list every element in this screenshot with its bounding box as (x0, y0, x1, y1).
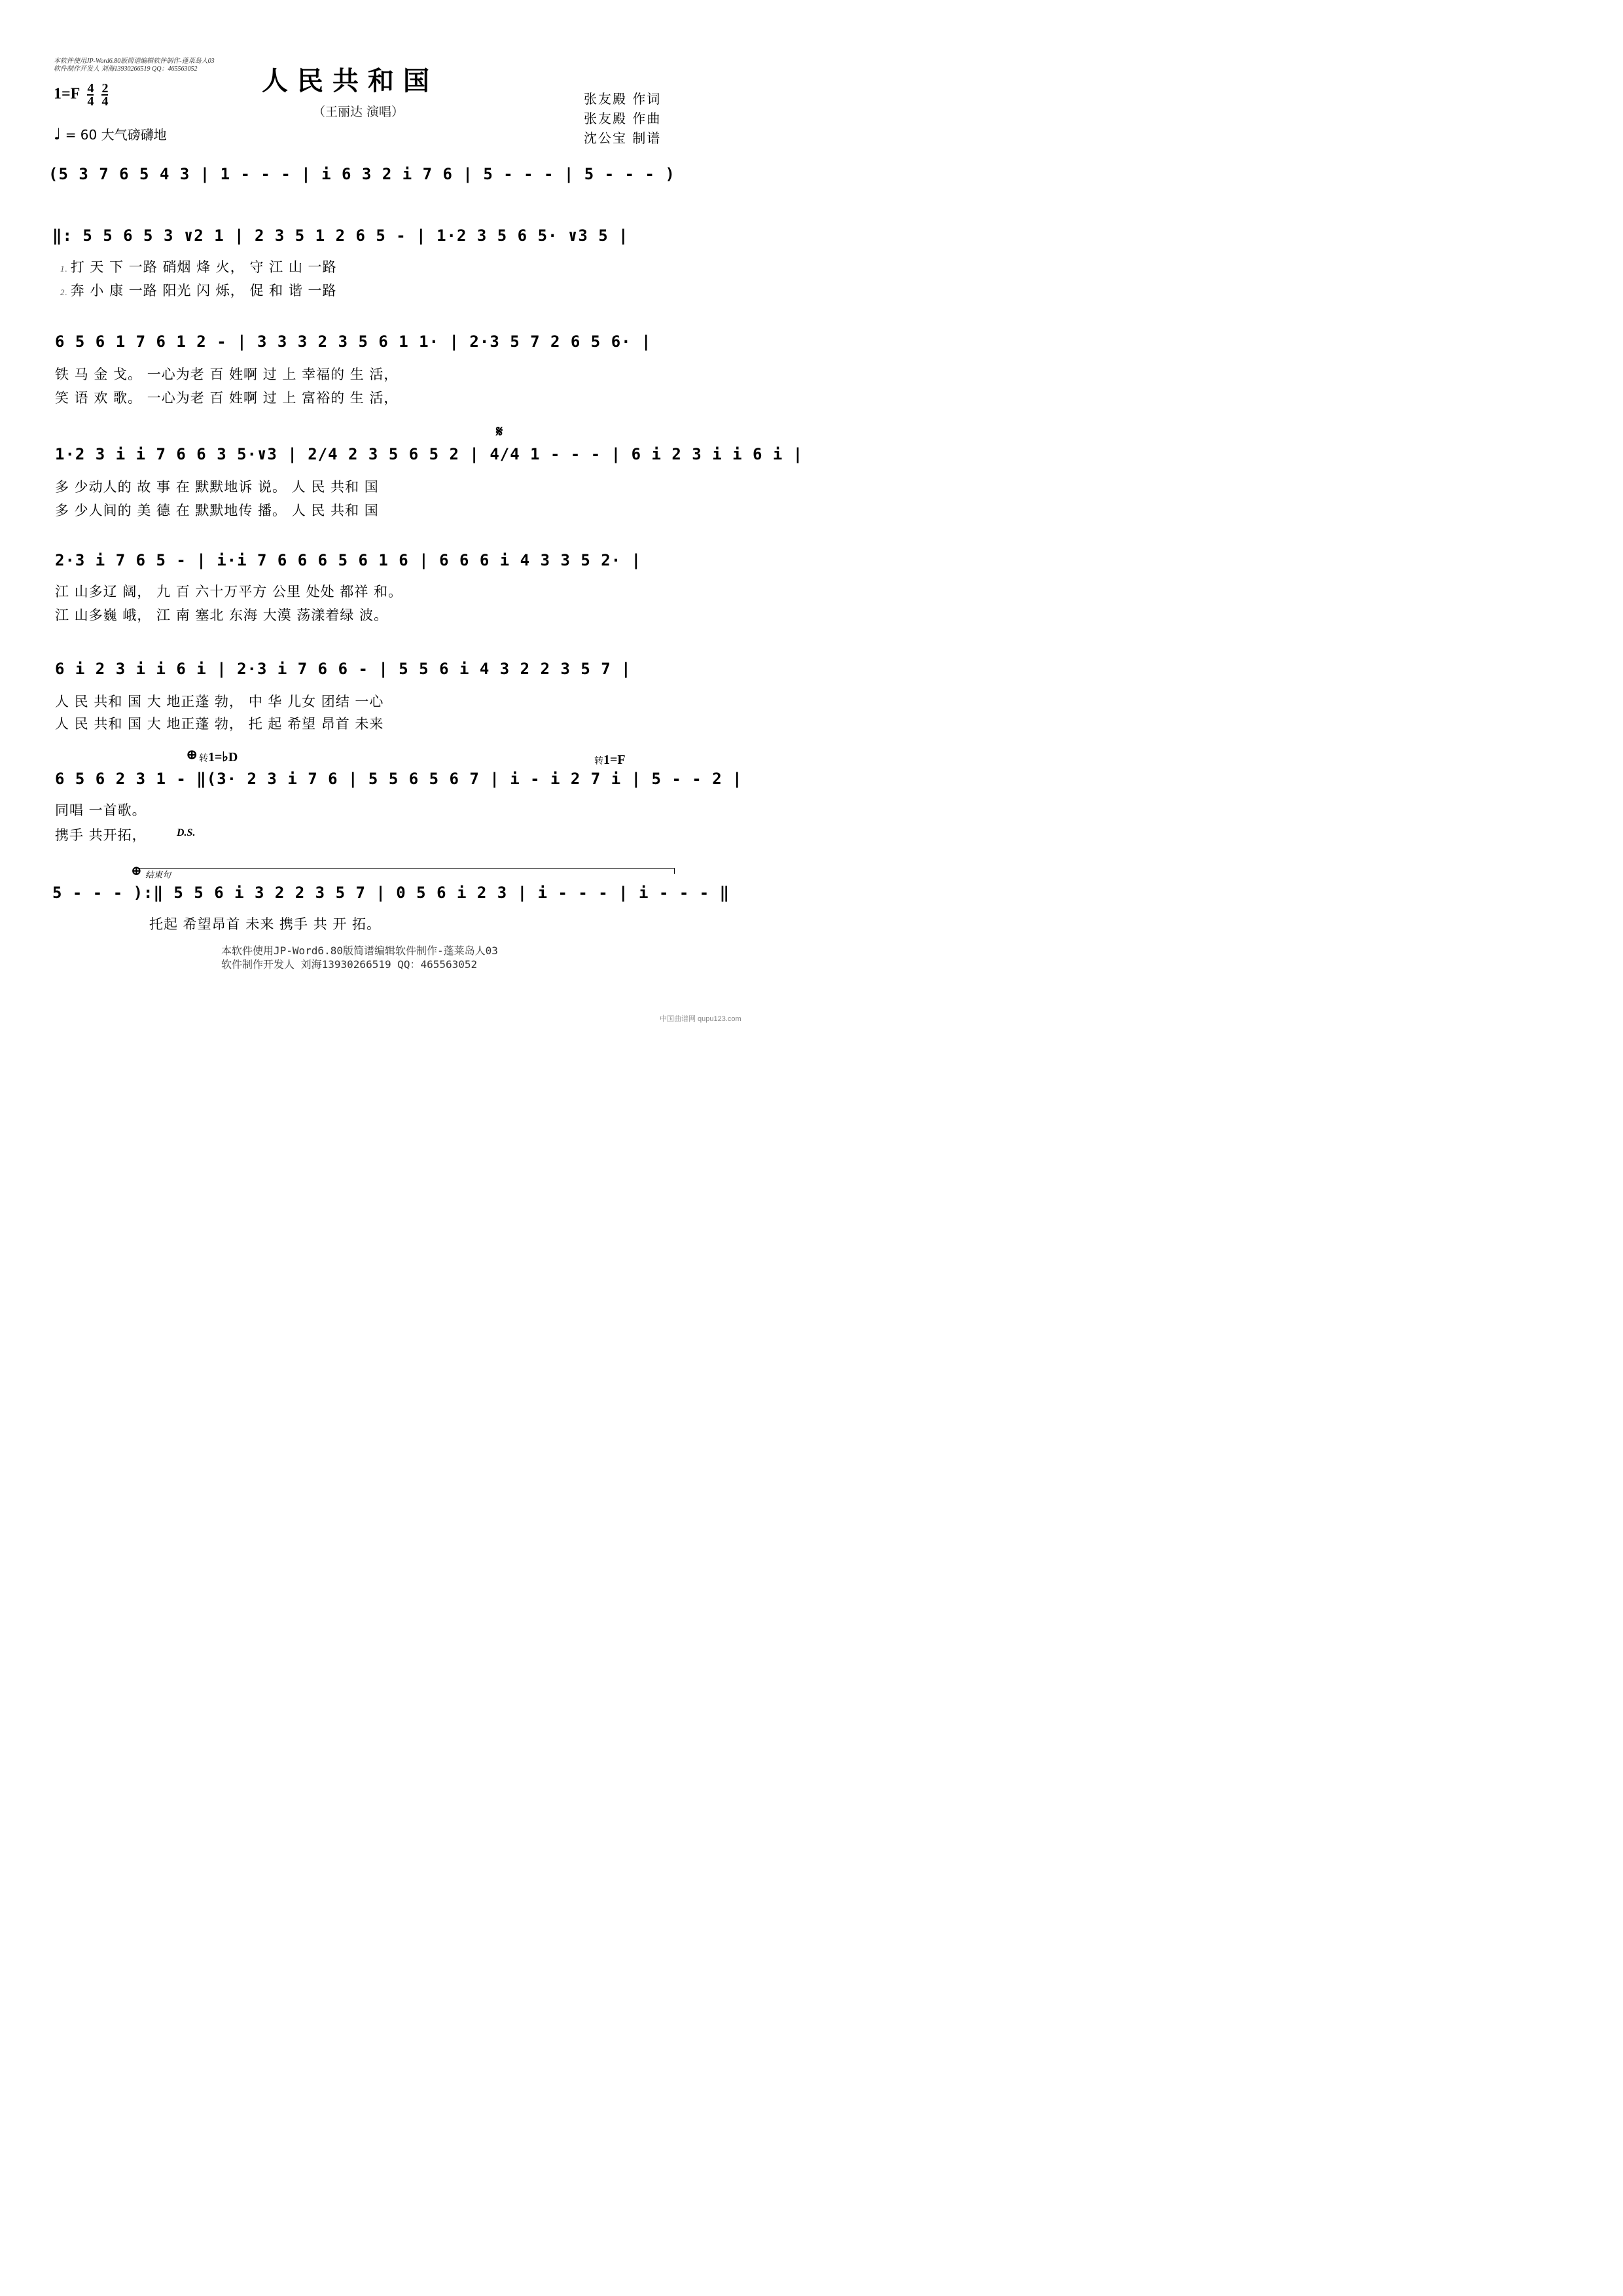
lyric-line-7-verse-1: 同唱 一首歌。 (55, 802, 147, 818)
coda-sign: ⊕ (186, 746, 198, 763)
segno-sign: 𝄋 (496, 422, 503, 440)
lyric-line-6-verse-2: 人 民 共和 国 大 地正蓬 勃， 托 起 希望 昂首 未来 (55, 716, 384, 732)
music-line-5: 2·3 i 7 6 5 - | i·i 7 6 6 6 5 6 1 6 | 6 6 6 i 4 3 3 5 2· | (55, 551, 642, 569)
music-line-3: 6 5 6 1 7 6 1 2 - | 3 3 3 2 3 5 6 1 1· | 2·3 5 7 2 6 5 6· | (55, 332, 652, 351)
coda-bracket (137, 868, 675, 874)
software-credit-line-2: 软件制作开发人 刘海13930266519 QQ：465563052 (54, 65, 198, 73)
performer-subtitle: （王丽达 演唱） (313, 105, 404, 119)
music-line-6: 6 i 2 3 i i 6 i | 2·3 i 7 6 6 - | 5 5 6 i 4 3 2 2 3 5 7 | (55, 660, 632, 678)
music-line-8: 5 - - - ):‖ 5 5 6 i 3 2 2 3 5 7 | 0 5 6 i 2 3 | i - - - | i - - - ‖ (52, 884, 730, 902)
watermark: 中国曲谱网 qupu123.com (660, 1015, 741, 1023)
lyric-line-7-verse-2: 携手 共开拓， (55, 827, 147, 843)
coda-sign-ending: ⊕ (131, 863, 142, 878)
footer-credit (221, 944, 498, 971)
lyricist-credit: 张友殿 作词 (584, 91, 662, 107)
credits-block (584, 89, 661, 148)
lyric-line-4-verse-2: 多 少人间的 美 德 在 默默地传 播。 人 民 共和 国 (55, 503, 379, 518)
arranger-credit: 沈公宝 制谱 (584, 130, 662, 146)
time-signature-1: $\frac{4}{4}$ (87, 81, 94, 109)
dal-segno-mark: D.S. (177, 827, 196, 838)
key-label: 1=F (54, 85, 80, 103)
modulation-d-flat: 转1=♭D (199, 750, 238, 764)
lyric-line-2-verse-1: 1. 打 天 下 一路 硝烟 烽 火， 守 江 山 一路 (60, 259, 337, 275)
key-signature (54, 82, 108, 107)
lyric-line-2-verse-2: 2. 奔 小 康 一路 阳光 闪 烁， 促 和 谐 一路 (60, 283, 337, 298)
software-credit-line-1: 本软件使用JP-Word6.80版简谱编辑软件制作-蓬莱岛人03 (54, 58, 215, 65)
lyric-line-8: 托起 希望昂首 未来 携手 共 开 拓。 (149, 916, 382, 932)
footer-line-1: 本软件使用JP-Word6.80版简谱编辑软件制作-蓬莱岛人03 (221, 944, 498, 957)
lyric-line-4-verse-1: 多 少动人的 故 事 在 默默地诉 说。 人 民 共和 国 (55, 479, 379, 495)
lyric-line-5-verse-1: 江 山多辽 阔， 九 百 六十万平方 公里 处处 都祥 和。 (55, 584, 403, 600)
lyric-line-3-verse-1: 铁 马 金 戈。 一心为老 百 姓啊 过 上 幸福的 生 活， (55, 367, 399, 382)
lyric-line-5-verse-2: 江 山多巍 峨， 江 南 塞北 东海 大漠 荡漾着绿 波。 (55, 607, 389, 623)
page-title: 人民共和国 (262, 65, 438, 96)
lyric-line-6-verse-1: 人 民 共和 国 大 地正蓬 勃， 中 华 儿女 团结 一心 (55, 694, 384, 709)
ending-phrase-label: 结束句 (145, 870, 171, 880)
tempo-marking (54, 124, 167, 143)
music-line-1: (5 3 7 6 5 4 3 | 1 - - - | i 6 3 2 i 7 6 | 5 - - - | 5 - - - ) (48, 165, 675, 183)
lyric-line-3-verse-2: 笑 语 欢 歌。 一心为老 百 姓啊 过 上 富裕的 生 活， (55, 390, 399, 406)
modulation-f: 转1=F (594, 753, 626, 767)
tempo-text: = 60 大气磅礴地 (65, 127, 167, 143)
music-line-4: 1·2 3 i i 7 6 6 3 5·∨3 | 2/4 2 3 5 6 5 2 | 4/4 1 - - - | 6 i 2 3 i i 6 i | (55, 445, 804, 463)
music-line-7: 6 5 6 2 3 1 - ‖(3· 2 3 i 7 6 | 5 5 6 5 6 7 | i - i 2 7 i | 5 - - 2 | (55, 770, 743, 788)
music-line-2: ‖: 5 5 6 5 3 ∨2 1 | 2 3 5 1 2 6 5 - | 1·2 3 5 6 5· ∨3 5 | (52, 226, 629, 245)
footer-line-2: 软件制作开发人 刘海13930266519 QQ：465563052 (221, 958, 478, 971)
time-signature-2: $\frac{2}{4}$ (101, 81, 109, 109)
composer-credit: 张友殿 作曲 (584, 111, 662, 126)
software-credit (54, 58, 215, 73)
quarter-note-icon: ♩ (54, 125, 62, 143)
